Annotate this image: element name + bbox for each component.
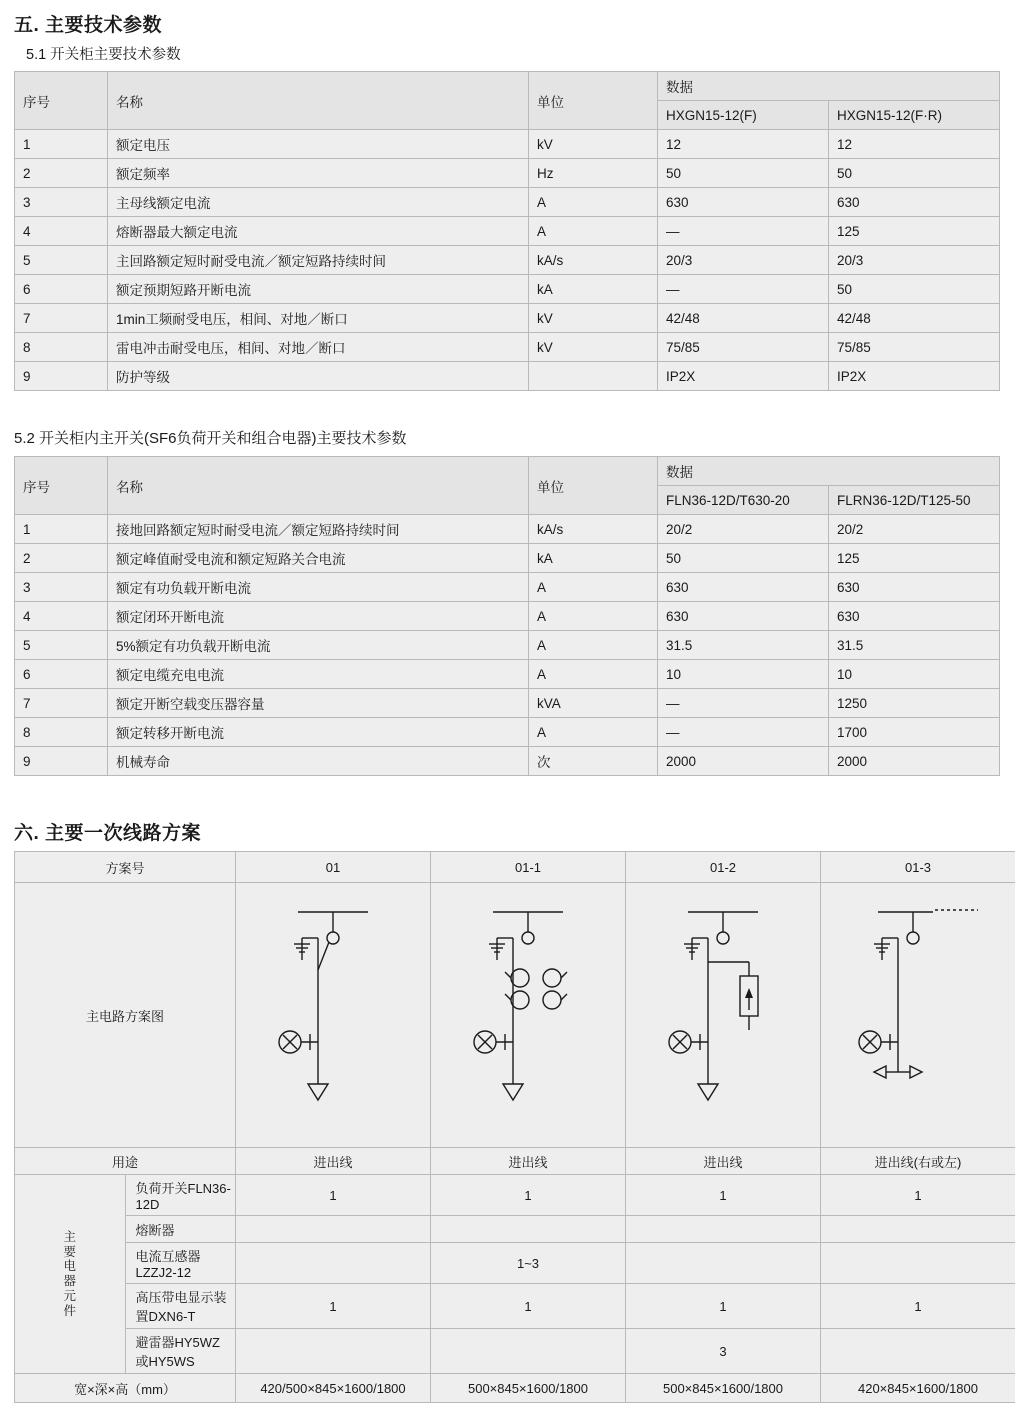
- cell-no: 2: [15, 544, 108, 573]
- cell-no: 1: [15, 515, 108, 544]
- component-qty: [236, 1243, 431, 1284]
- component-name: 高压带电显示装置DXN6-T: [125, 1284, 236, 1329]
- header-data: 数据: [658, 457, 1000, 486]
- table-row: [15, 159, 1000, 188]
- group-label-char: 主: [19, 1230, 121, 1245]
- cell-d1: 630: [658, 573, 829, 602]
- cell-d2: 630: [829, 188, 1000, 217]
- component-qty: [821, 1243, 1015, 1284]
- cell-no: 8: [15, 718, 108, 747]
- cell-d2: 2000: [829, 747, 1000, 776]
- component-group-label: [15, 1175, 126, 1374]
- circuit-diagram-01-3: [821, 883, 1015, 1148]
- header-data: 数据: [658, 72, 1000, 101]
- cell-name: 额定开断空载变压器容量: [108, 689, 529, 718]
- usage-01-3: 进出线(右或左): [821, 1148, 1015, 1175]
- cell-no: 6: [15, 660, 108, 689]
- table-row: [15, 573, 1000, 602]
- component-qty: [626, 1216, 821, 1243]
- usage-01-2: 进出线: [626, 1148, 821, 1175]
- circuit-diagram-01-1: [431, 883, 626, 1148]
- cell-name: 主母线额定电流: [108, 188, 529, 217]
- component-name: 负荷开关FLN36-12D: [125, 1175, 236, 1216]
- table-row: [15, 602, 1000, 631]
- cell-unit: A: [529, 188, 658, 217]
- table-row: [15, 130, 1000, 159]
- header-model-1: FLN36-12D/T630-20: [658, 486, 829, 515]
- cell-name: 额定闭环开断电流: [108, 602, 529, 631]
- scheme-table: [14, 851, 1015, 1403]
- cell-no: 7: [15, 689, 108, 718]
- cell-d1: —: [658, 275, 829, 304]
- cell-no: 9: [15, 362, 108, 391]
- cell-no: 5: [15, 631, 108, 660]
- header-scheme-01-3: 01-3: [821, 852, 1015, 883]
- table-row: [15, 275, 1000, 304]
- cell-name: 5%额定有功负载开断电流: [108, 631, 529, 660]
- cell-name: 雷电冲击耐受电压，相间、对地／断口: [108, 333, 529, 362]
- dimension-row: [15, 1374, 1015, 1403]
- cell-d1: 12: [658, 130, 829, 159]
- cell-unit: A: [529, 718, 658, 747]
- cell-name: 熔断器最大额定电流: [108, 217, 529, 246]
- cell-unit: kA/s: [529, 515, 658, 544]
- cell-d1: IP2X: [658, 362, 829, 391]
- header-model-1: HXGN15-12(F): [658, 101, 829, 130]
- cell-unit: A: [529, 217, 658, 246]
- cell-unit: A: [529, 602, 658, 631]
- cell-d1: 50: [658, 544, 829, 573]
- cell-d2: 42/48: [829, 304, 1000, 333]
- header-no: 序号: [15, 457, 108, 515]
- component-row: [15, 1329, 1015, 1374]
- dimension-01-2: 500×845×1600/1800: [626, 1374, 821, 1403]
- cell-d1: —: [658, 718, 829, 747]
- table-row: [15, 217, 1000, 246]
- cell-d1: —: [658, 217, 829, 246]
- cell-no: 4: [15, 217, 108, 246]
- cell-unit: kA: [529, 544, 658, 573]
- component-qty: 1: [821, 1175, 1015, 1216]
- table-row: [15, 660, 1000, 689]
- component-qty: 1: [626, 1284, 821, 1329]
- cell-unit: kV: [529, 333, 658, 362]
- cell-d2: IP2X: [829, 362, 1000, 391]
- scheme-header-row: [15, 852, 1015, 883]
- cell-name: 接地回路额定短时耐受电流／额定短路持续时间: [108, 515, 529, 544]
- header-name: 名称: [108, 72, 529, 130]
- dimension-01-1: 500×845×1600/1800: [431, 1374, 626, 1403]
- header-no: 序号: [15, 72, 108, 130]
- component-qty: [236, 1216, 431, 1243]
- component-row: [15, 1175, 1015, 1216]
- group-label-char: 电: [19, 1259, 121, 1274]
- cell-d2: 125: [829, 217, 1000, 246]
- component-qty: 1: [236, 1284, 431, 1329]
- cell-name: 额定电缆充电电流: [108, 660, 529, 689]
- table-row: [15, 515, 1000, 544]
- cell-name: 额定电压: [108, 130, 529, 159]
- cell-d1: 630: [658, 188, 829, 217]
- cell-d2: 50: [829, 159, 1000, 188]
- header-model-2: FLRN36-12D/T125-50: [829, 486, 1000, 515]
- cell-d2: 1250: [829, 689, 1000, 718]
- cell-d1: 10: [658, 660, 829, 689]
- usage-01: 进出线: [236, 1148, 431, 1175]
- cell-unit: kV: [529, 130, 658, 159]
- cell-no: 1: [15, 130, 108, 159]
- header-scheme-01: 01: [236, 852, 431, 883]
- cell-no: 6: [15, 275, 108, 304]
- cell-d2: 20/2: [829, 515, 1000, 544]
- component-qty: 1: [236, 1175, 431, 1216]
- component-qty: [431, 1329, 626, 1374]
- cell-name: 额定预期短路开断电流: [108, 275, 529, 304]
- cell-name: 1min工频耐受电压，相间、对地／断口: [108, 304, 529, 333]
- cell-no: 4: [15, 602, 108, 631]
- cell-d1: 20/2: [658, 515, 829, 544]
- dimension-01: 420/500×845×1600/1800: [236, 1374, 431, 1403]
- circuit-diagram-01: [236, 883, 431, 1148]
- table-row: [15, 747, 1000, 776]
- usage-row: [15, 1148, 1015, 1175]
- cell-unit: Hz: [529, 159, 658, 188]
- spec-table-5-1: [14, 71, 1000, 391]
- section-5-1-subtitle: 5.1 开关柜主要技术参数: [26, 43, 1015, 64]
- component-qty: 3: [626, 1329, 821, 1374]
- cell-d2: 1700: [829, 718, 1000, 747]
- diagram-row-label: 主电路方案图: [15, 883, 236, 1148]
- document-page: [0, 10, 1015, 1317]
- section-6-title: 六. 主要一次线路方案: [14, 818, 1015, 845]
- cell-d2: 20/3: [829, 246, 1000, 275]
- component-qty: [236, 1329, 431, 1374]
- component-qty: 1: [821, 1284, 1015, 1329]
- cell-name: 额定转移开断电流: [108, 718, 529, 747]
- component-qty: [821, 1329, 1015, 1374]
- table-row: [15, 718, 1000, 747]
- cell-unit: kVA: [529, 689, 658, 718]
- group-label-char: 元: [19, 1289, 121, 1304]
- cell-d2: 10: [829, 660, 1000, 689]
- header-scheme-01-1: 01-1: [431, 852, 626, 883]
- cell-unit: A: [529, 660, 658, 689]
- component-qty: 1: [431, 1284, 626, 1329]
- diagram-row: [15, 883, 1015, 1148]
- cell-d2: 630: [829, 602, 1000, 631]
- component-qty: 1: [431, 1175, 626, 1216]
- header-unit: 单位: [529, 72, 658, 130]
- table-row: [15, 631, 1000, 660]
- group-label-char: 要: [19, 1245, 121, 1260]
- header-name: 名称: [108, 457, 529, 515]
- cell-no: 8: [15, 333, 108, 362]
- table-row: [15, 362, 1000, 391]
- cell-unit: 次: [529, 747, 658, 776]
- header-model-2: HXGN15-12(F·R): [829, 101, 1000, 130]
- spec-table-5-2: [14, 456, 1000, 776]
- cell-d2: 31.5: [829, 631, 1000, 660]
- cell-d2: 50: [829, 275, 1000, 304]
- component-qty: [626, 1243, 821, 1284]
- cell-d2: 12: [829, 130, 1000, 159]
- cell-d2: 630: [829, 573, 1000, 602]
- component-qty: [431, 1216, 626, 1243]
- cell-d1: 630: [658, 602, 829, 631]
- cell-d1: 50: [658, 159, 829, 188]
- cell-name: 机械寿命: [108, 747, 529, 776]
- component-name: 避雷器HY5WZ或HY5WS: [125, 1329, 236, 1374]
- dimension-01-3: 420×845×1600/1800: [821, 1374, 1015, 1403]
- cell-no: 2: [15, 159, 108, 188]
- section-5-title: 五. 主要技术参数: [14, 10, 1015, 37]
- cell-unit: [529, 362, 658, 391]
- cell-d1: 42/48: [658, 304, 829, 333]
- cell-unit: A: [529, 631, 658, 660]
- component-row: [15, 1284, 1015, 1329]
- table-row: [15, 689, 1000, 718]
- cell-name: 防护等级: [108, 362, 529, 391]
- table-row: [15, 544, 1000, 573]
- component-name: 电流互感器LZZJ2-12: [125, 1243, 236, 1284]
- cell-d1: —: [658, 689, 829, 718]
- cell-d1: 31.5: [658, 631, 829, 660]
- table-row: [15, 304, 1000, 333]
- cell-no: 7: [15, 304, 108, 333]
- table-row: [15, 246, 1000, 275]
- usage-01-1: 进出线: [431, 1148, 626, 1175]
- cell-d1: 2000: [658, 747, 829, 776]
- component-name: 熔断器: [125, 1216, 236, 1243]
- cell-unit: kA: [529, 275, 658, 304]
- component-row: [15, 1216, 1015, 1243]
- table-header-row: [15, 72, 1000, 101]
- cell-no: 3: [15, 573, 108, 602]
- cell-no: 3: [15, 188, 108, 217]
- cell-name: 额定峰值耐受电流和额定短路关合电流: [108, 544, 529, 573]
- cell-no: 9: [15, 747, 108, 776]
- cell-unit: kV: [529, 304, 658, 333]
- component-qty: [821, 1216, 1015, 1243]
- header-unit: 单位: [529, 457, 658, 515]
- cell-d2: 125: [829, 544, 1000, 573]
- component-qty: 1: [626, 1175, 821, 1216]
- cell-no: 5: [15, 246, 108, 275]
- table-row: [15, 333, 1000, 362]
- dimension-label: 宽×深×高（mm）: [15, 1374, 236, 1403]
- header-scheme-01-2: 01-2: [626, 852, 821, 883]
- cell-d1: 20/3: [658, 246, 829, 275]
- cell-name: 主回路额定短时耐受电流／额定短路持续时间: [108, 246, 529, 275]
- usage-label: 用途: [15, 1148, 236, 1175]
- header-scheme-no: 方案号: [15, 852, 236, 883]
- section-5-2-subtitle: 5.2 开关柜内主开关(SF6负荷开关和组合电器)主要技术参数: [14, 427, 1015, 448]
- table-row: [15, 188, 1000, 217]
- component-qty: 1~3: [431, 1243, 626, 1284]
- table-header-row: [15, 457, 1000, 486]
- component-row: [15, 1243, 1015, 1284]
- cell-d2: 75/85: [829, 333, 1000, 362]
- cell-d1: 75/85: [658, 333, 829, 362]
- cell-unit: kA/s: [529, 246, 658, 275]
- circuit-diagram-01-2: [626, 883, 821, 1148]
- group-label-char: 器: [19, 1274, 121, 1289]
- cell-name: 额定有功负载开断电流: [108, 573, 529, 602]
- cell-unit: A: [529, 573, 658, 602]
- cell-name: 额定频率: [108, 159, 529, 188]
- group-label-char: 件: [19, 1304, 121, 1319]
